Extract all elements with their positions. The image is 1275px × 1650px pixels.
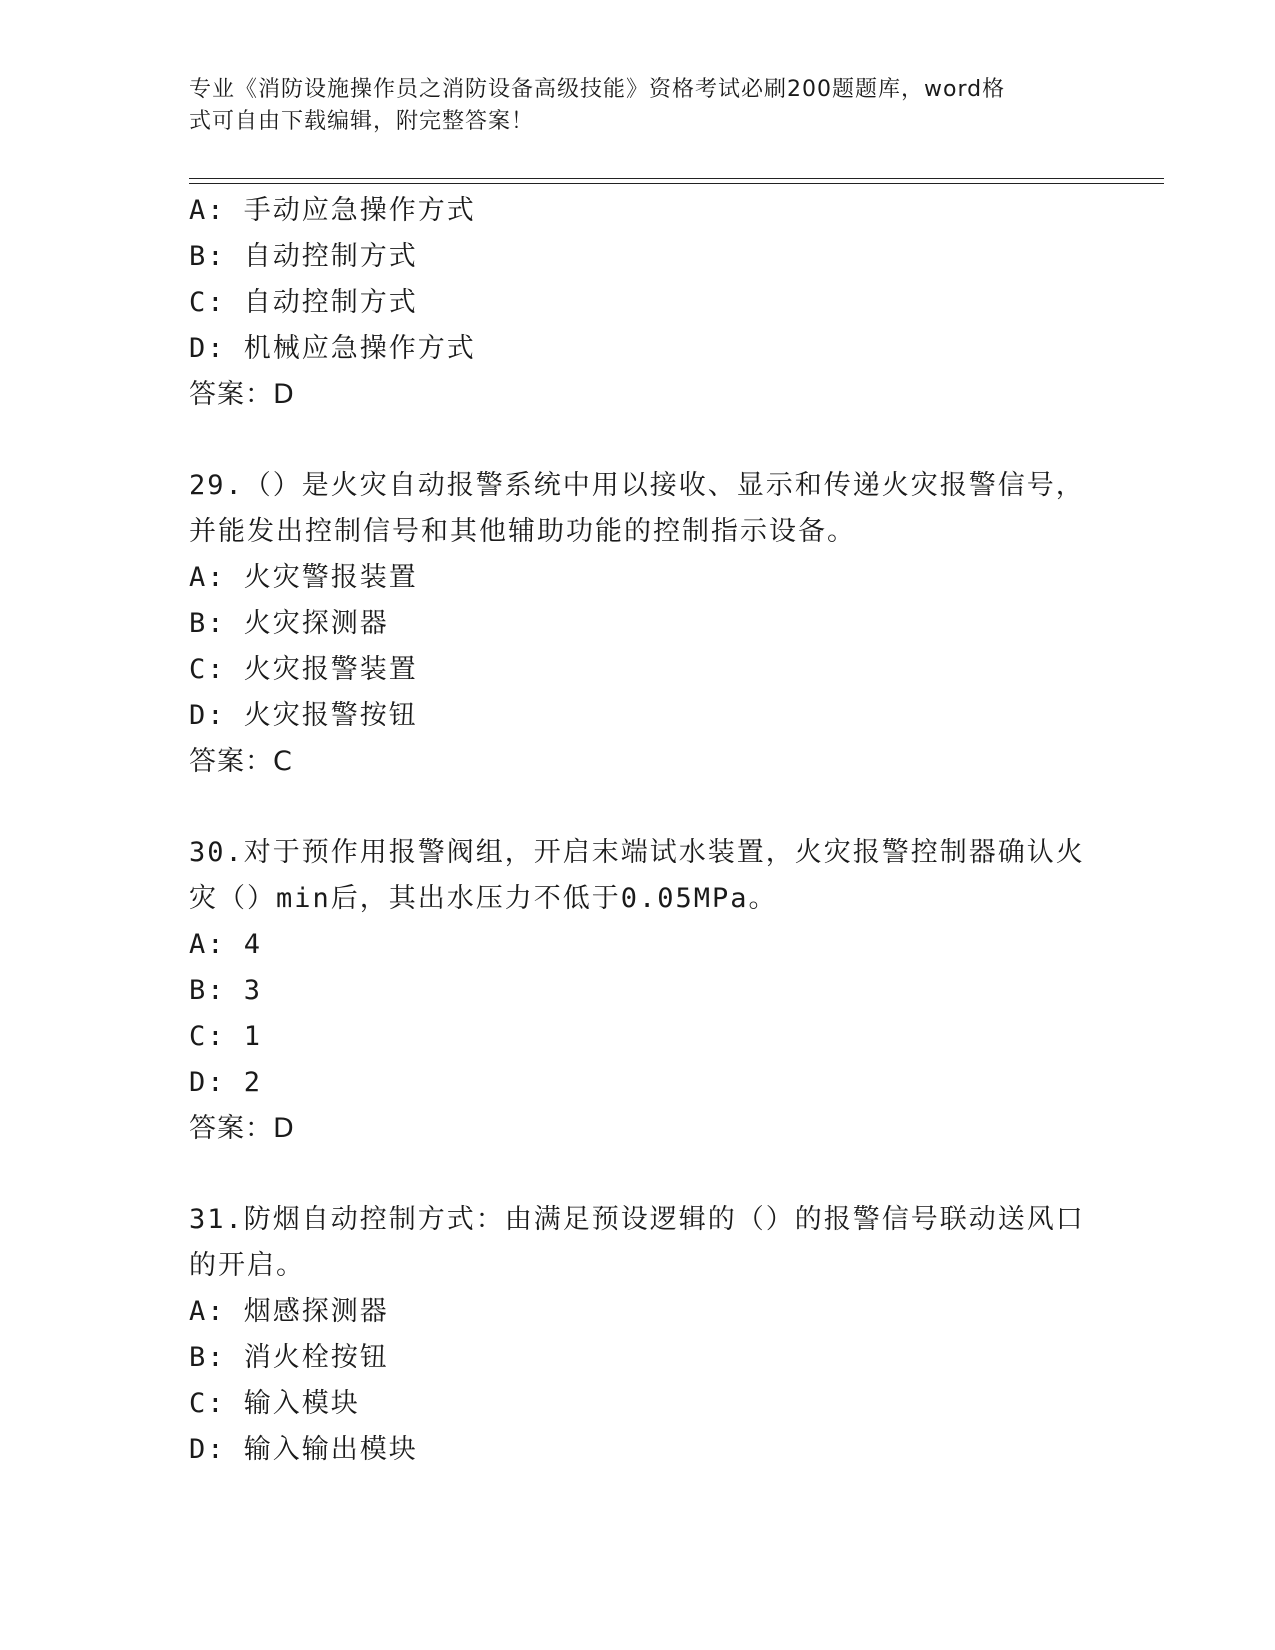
q30-option-d: D: 2 [189, 1067, 263, 1098]
q30-stem-line-2: 灾（）min后，其出水压力不低于0.05MPa。 [189, 883, 778, 914]
document-header [189, 74, 1089, 138]
header-divider-bottom [189, 183, 1164, 184]
q29-stem-line-2: 并能发出控制信号和其他辅助功能的控制指示设备。 [189, 516, 856, 547]
q28-option-a: A: 手动应急操作方式 [189, 195, 476, 226]
q30-option-b: B: 3 [189, 975, 263, 1006]
q30-option-c: C: 1 [189, 1021, 263, 1052]
q31-option-b: B: 消火栓按钮 [189, 1342, 389, 1373]
spacer [189, 1152, 1089, 1197]
q28-option-b: B: 自动控制方式 [189, 241, 418, 272]
question-28 [189, 188, 1089, 418]
header-line-1: 专业《消防设施操作员之消防设备高级技能》资格考试必刷200题题库，word格 [189, 77, 1006, 102]
q31-option-a: A: 烟感探测器 [189, 1296, 389, 1327]
q28-option-c: C: 自动控制方式 [189, 287, 418, 318]
q30-option-a: A: 4 [189, 929, 263, 960]
q31-option-d: D: 输入输出模块 [189, 1434, 418, 1465]
spacer [189, 785, 1089, 830]
q29-option-a: A: 火灾警报装置 [189, 562, 418, 593]
q28-answer: 答案：D [189, 379, 295, 410]
spacer [189, 418, 1089, 463]
q30-stem-line-1: 30.对于预作用报警阀组，开启末端试水装置，火灾报警控制器确认火 [189, 837, 1085, 868]
q29-stem-line-1: 29.（）是火灾自动报警系统中用以接收、显示和传递火灾报警信号， [189, 470, 1085, 501]
q29-option-d: D: 火灾报警按钮 [189, 700, 418, 731]
q31-option-c: C: 输入模块 [189, 1388, 360, 1419]
q30-answer: 答案：D [189, 1113, 295, 1144]
q28-option-d: D: 机械应急操作方式 [189, 333, 476, 364]
q29-option-c: C: 火灾报警装置 [189, 654, 418, 685]
question-29 [189, 463, 1089, 785]
question-31 [189, 1197, 1089, 1473]
q31-stem-line-1: 31.防烟自动控制方式：由满足预设逻辑的（）的报警信号联动送风口 [189, 1204, 1085, 1235]
header-line-2: 式可自由下载编辑，附完整答案！ [189, 109, 535, 134]
q31-stem-line-2: 的开启。 [189, 1250, 305, 1281]
question-30 [189, 830, 1089, 1152]
q29-answer: 答案：C [189, 746, 293, 777]
header-divider-top [189, 178, 1164, 179]
question-list [189, 188, 1089, 1473]
q29-option-b: B: 火灾探测器 [189, 608, 389, 639]
